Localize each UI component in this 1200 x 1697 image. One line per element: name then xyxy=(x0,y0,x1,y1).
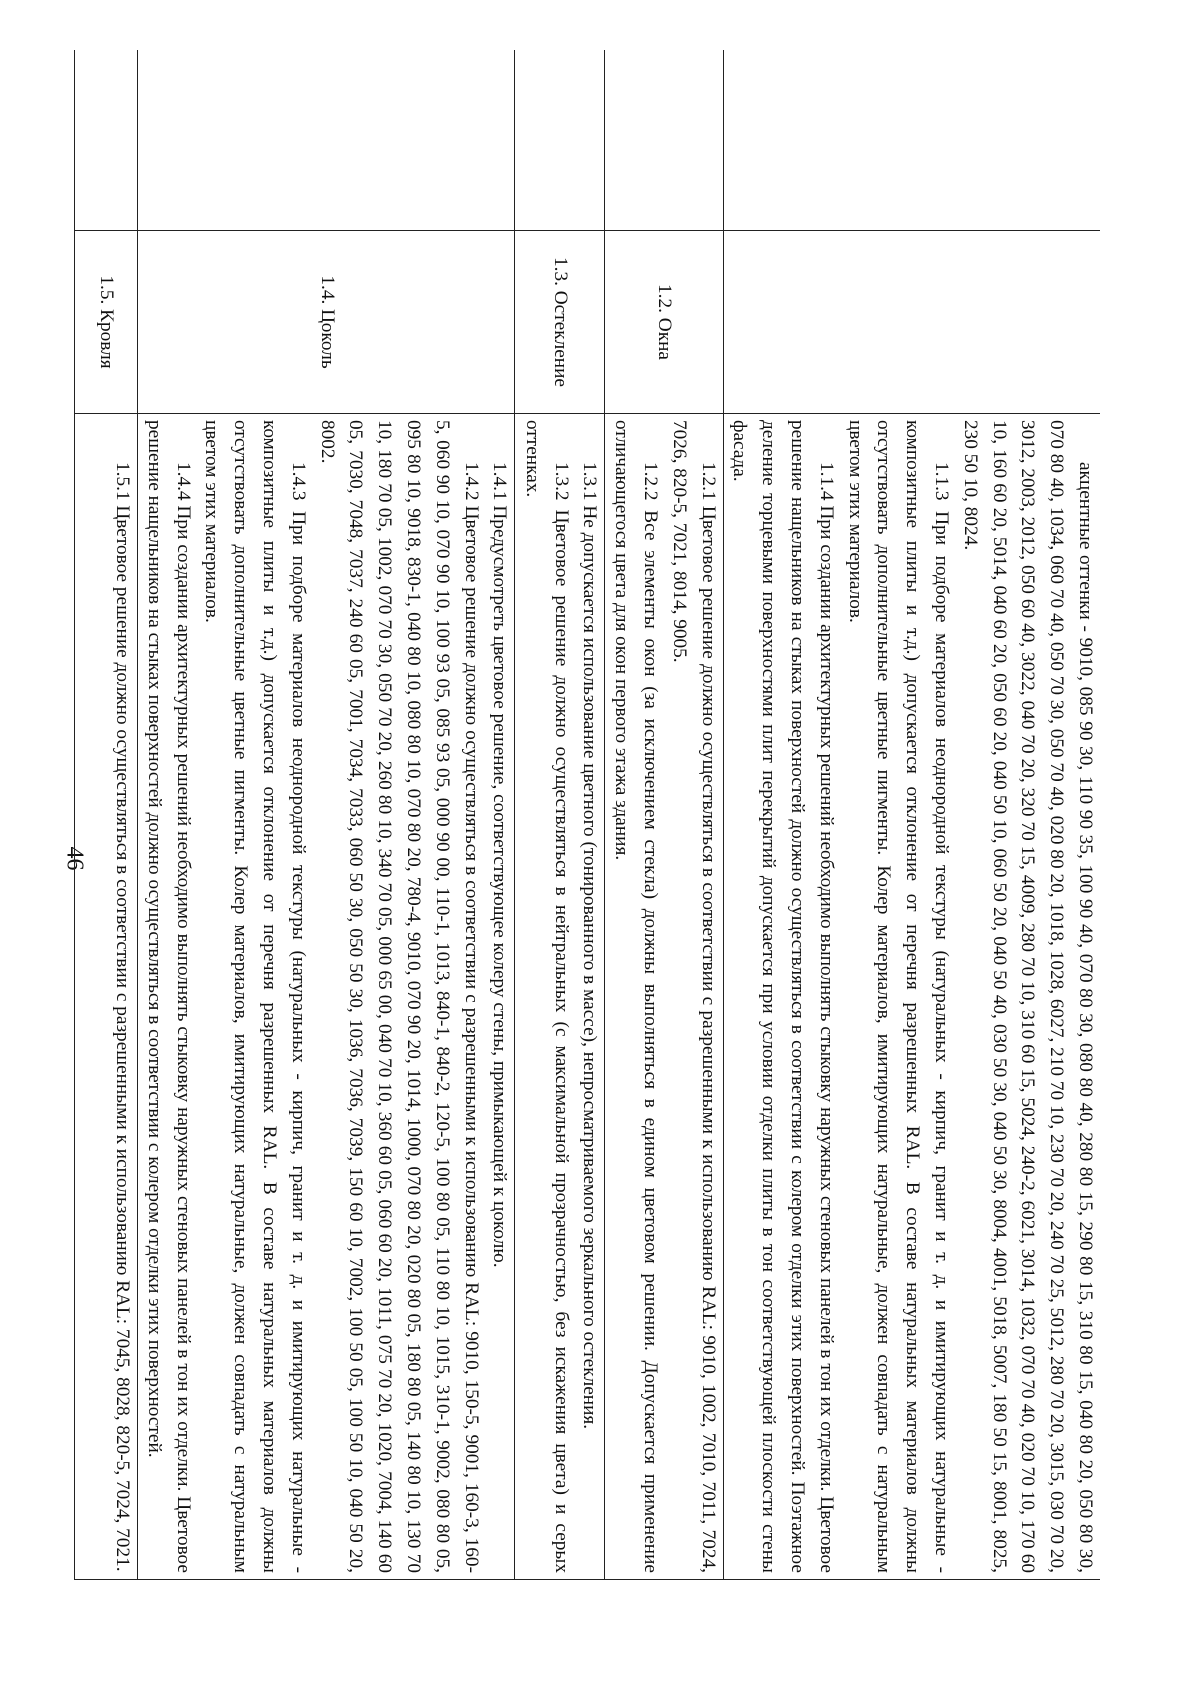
empty-column-cell xyxy=(605,50,723,231)
requirements-table xyxy=(74,50,1100,1580)
section-cell xyxy=(605,231,723,414)
table-row xyxy=(605,50,723,1580)
table-row xyxy=(75,50,138,1580)
paragraph: 1.2.1 Цветовое решение должно осуществляться в соответствии с разрешенными к использованию RAL: 9010, 1002, 7010, 7011, 7024, 7026, 820-5, 7021, 8014, 9005. xyxy=(668,420,719,1573)
section-title: 1.5. Кровля xyxy=(96,275,118,369)
paragraph: 1.1.4 При создании архитектурных решений необходимо выполнять стыковку наружных стеновых панелей в тон их отделки. Цветовое решение нащельников на стыках поверхностей должно осуществляться в соответствии с колером отделки этих поверхностей. Поэтажное деление торцевыми поверхностями плит перекрытий допускается при условии отделки плиты в тон соответствующей плоскости стены фасада. xyxy=(729,420,837,1573)
section-cell xyxy=(515,231,605,414)
section-cell xyxy=(138,231,515,414)
table-row xyxy=(723,50,1100,1580)
section-title: 1.3. Остекление xyxy=(550,257,572,387)
content-cell xyxy=(605,414,723,1580)
page-number: 46 xyxy=(61,846,88,871)
paragraph: акцентные оттенки - 9010, 085 90 30, 110 90 35, 100 90 40, 070 80 30, 080 80 40, 280 80 15, 290 80 15, 310 80 15, 040 80 20, 050 80 30, 070 80 40, 1034, 060 70 40, 050 70 30, 050 70 40, 020 80 20, 1018, 1028, 6027, 210 70 10, 230 70 20, 240 70 25, 5012, 280 70 20, 3015, 030 70 20, 3012, 2003, 2012, 050 60 40, 3022, 040 70 20, 320 70 15, 4009, 280 70 10, 310 60 15, 5024, 240-2, 6021, 3014, 1032, 070 70 40, 020 70 10, 170 60 10, 160 60 20, 5014, 040 60 20, 050 60 20, 040 50 10, 060 50 20, 040 50 40, 030 50 30, 040 50 30, 8004, 4001, 5018, 5007, 180 50 15, 8001, 8025, 230 50 10, 8024. xyxy=(959,420,1096,1573)
section-title: 1.2. Окна xyxy=(654,284,676,360)
empty-column-cell xyxy=(723,50,1100,231)
content-cell xyxy=(138,414,515,1580)
paragraph: 1.3.1 Не допускается использование цветного (тонированного в массе), непросматриваемого зеркального остекления. xyxy=(579,462,601,1430)
paragraph: 1.4.3 При подборе материалов неоднородной текстуры (натуральных - кирпич, гранит и т. д. и имитирующих натуральные - композитные плиты и т.д.) допускается отклонение от перечня разрешенных RAL. В составе натуральных материалов должны отсутствовать дополнительные цветные пигменты. Колер материалов, имитирующих натуральные, должен совпадать с натуральным цветом этих материалов. xyxy=(201,420,309,1573)
paragraph: 1.3.2 Цветовое решение должно осуществляться в нейтральных (с максимальной прозрачностью, без искажения цвета) и серых оттенках. xyxy=(521,420,572,1573)
paragraph: 1.4.2 Цветовое решение должно осуществляться в соответствии с разрешенными к использованию RAL: 9010, 150-5, 9001, 160-3, 160-5, 060 90 10, 070 90 10, 100 93 05, 085 93 05, 000 90 00, 110-1, 1013, 840-1, 840-2, 120-5, 100 80 05, 110 80 10, 1015, 310-1, 9002, 080 80 05, 095 80 10, 9018, 830-1, 040 80 10, 080 80 10, 070 80 20, 780-4, 9010, 070 90 20, 1014, 1000, 070 80 20, 020 80 05, 180 80 05, 140 80 10, 130 70 10, 180 70 05, 1002, 070 70 30, 050 70 20, 260 80 10, 340 70 05, 000 65 00, 040 70 10, 360 60 05, 060 60 20, 1011, 075 70 20, 1020, 7004, 140 60 05, 7030, 7048, 7037, 240 60 05, 7001, 7034, 7033, 060 50 30, 050 50 30, 1036, 7036, 7039, 150 60 10, 7002, 100 50 05, 100 50 10, 040 50 20, 8002. xyxy=(316,420,482,1573)
empty-column-cell xyxy=(75,50,138,231)
rotated-page-content xyxy=(96,50,1100,1580)
paragraph: 1.2.2 Все элементы окон (за исключением стекла) должны выполняться в едином цветовом решении. Допускается применение отличающегося цвета для окон первого этажа здания. xyxy=(611,420,662,1573)
paragraph: 1.4.4 При создании архитектурных решений необходимо выполнять стыковку наружных стеновых панелей в тон их отделки. Цветовое решение нащельников на стыках поверхностей должно осуществляться в соответствии с колером отделки этих поверхностей. xyxy=(143,420,194,1573)
content-cell xyxy=(723,414,1100,1580)
content-cell xyxy=(515,414,605,1580)
empty-column-cell xyxy=(515,50,605,231)
section-cell xyxy=(723,231,1100,414)
section-cell xyxy=(75,231,138,414)
paragraph: 1.1.3 При подборе материалов неоднородной текстуры (натуральных - кирпич, гранит и т. д. и имитирующих натуральные - композитные плиты и т.д.) допускается отклонение от перечня разрешенных RAL. В составе натуральных материалов должны отсутствовать дополнительные цветные пигменты. Колер материалов, имитирующих натуральные, должен совпадать с натуральным цветом этих материалов. xyxy=(844,420,953,1573)
empty-column-cell xyxy=(138,50,515,231)
paragraph: 1.4.1 Предусмотреть цветовое решение, соответствующее колеру стены, примыкающей к цоколю. xyxy=(489,462,511,1268)
section-title: 1.4. Цоколь xyxy=(316,275,338,369)
paragraph: 1.5.1 Цветовое решение должно осуществляться в соответствии с разрешенными к использованию RAL: 7045, 8028, 820-5, 7024, 7021. xyxy=(112,462,134,1572)
table-row xyxy=(138,50,515,1580)
content-cell xyxy=(75,414,138,1580)
table-row xyxy=(515,50,605,1580)
